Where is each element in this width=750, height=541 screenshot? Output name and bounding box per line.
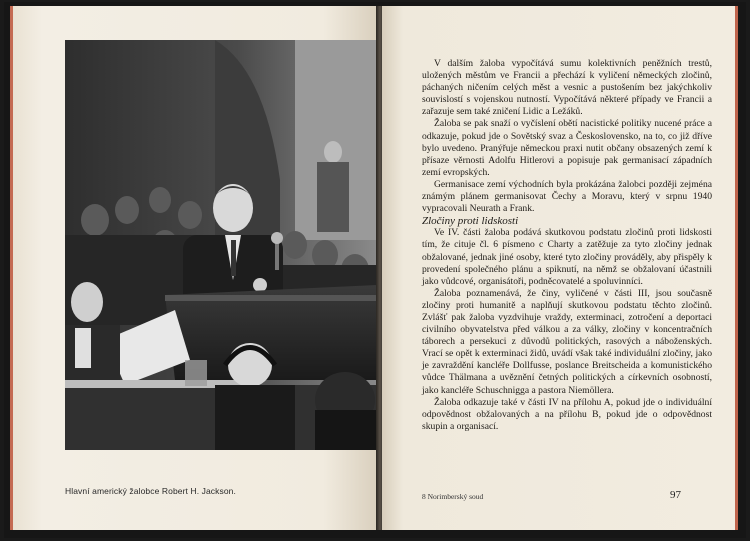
paragraph: Germanisace zemí východních byla prokázána žalobci později zejména známým plánem germanisovat Čechy a Moravu, který v srpnu 1940 vypracovali Neurath a Frank. — [422, 178, 712, 215]
right-page — [382, 6, 738, 530]
photo-caption: Hlavní americký žalobce Robert H. Jackson. — [65, 486, 236, 496]
courtroom-photo — [65, 40, 377, 450]
paragraph: Ve IV. části žaloba podává skutkovou podstatu zločinů proti lidskosti tím, že cituje čl. 6 písmeno c Charty a zatěžuje za tyto zločiny jednak obžalované, jednak jiné osoby, které tyto zločiny prováděly, aby přispěly k provedení společného plánu a spiknutí, na němž se obžalovaní účastnili jako vůdcové, organisátoři, podněcovatelé a spoluvinníci. — [422, 227, 712, 287]
signature-mark: 8 Norimberský soud — [422, 492, 484, 501]
paragraph: Žaloba se pak snaží o vyčíslení obětí nacistické politiky nucené práce a odkazuje, pokud jde o Sovětský svaz a Československo, na to, co již dříve bylo uvedeno. Pranýřuje německou praxi nutit občany obsazených zemí k přísaze věrnosti Adolfu Hitlerovi a popisuje pak germanisací západních zemí evropských. — [422, 118, 712, 178]
left-page — [10, 6, 378, 530]
paragraph: Žaloba odkazuje také v části IV na přílohu A, pokud jde o individuální odpovědnost obžalovaných a na přílohu B, pokud jde o odpovědnost skupin a organisací. — [422, 396, 712, 432]
book-spread — [4, 2, 746, 538]
paragraph: Žaloba poznamenává, že činy, vyličené v části III, jsou současně zločiny proti humanitě a naplňují skutkovou podstatu těchto zločinů. Zvlášť pak žaloba vyzdvihuje vraždy, exterminaci, zotročení a deportaci civilního obyvatelstva před válkou a za války, zločiny v koncentračních táborech a persekuci z důvodů politických, rasových a náboženských. Vrací se opět k exterminaci židů, uvádí však také individuální zločiny, jako je zavraždění kancléře Dollfusse, poslance Breitscheida a komunistického vůdce Thälmana a uvěznění četných politických a církevních osobností, jako kancléře Schuschnigga a pastora Niemöllera. — [422, 287, 712, 396]
page-number: 97 — [670, 489, 681, 501]
body-text — [422, 58, 712, 433]
paragraph: V dalším žaloba vypočítává sumu kolektivních peněžních trestů, uložených městům ve Francii a přechází k vyličení německých zločinů, páchaných ničením celých měst a vesnic a pustošením bez jakýchkoliv souvislostí s vojenskou nutností. Vypočítává některé případy ve Francii a zařazuje sem také zničení Lidic a Ležáků. — [422, 58, 712, 118]
section-heading: Zločiny proti lidskosti — [422, 215, 519, 228]
photo-image — [65, 40, 377, 450]
